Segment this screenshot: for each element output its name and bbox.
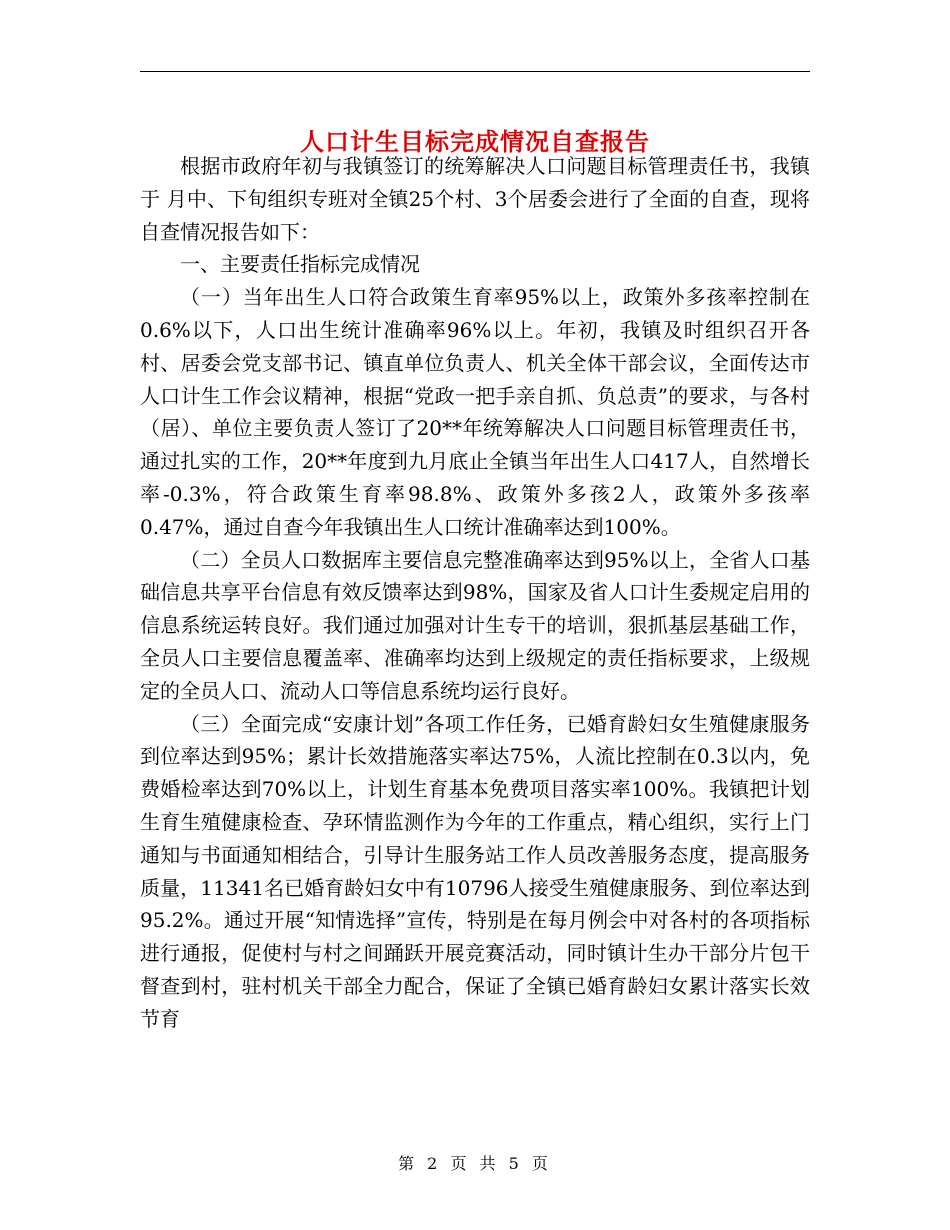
paragraph-intro: 根据市政府年初与我镇签订的统筹解决人口问题目标管理责任书，我镇于 月中、下旬组织专班对全镇25个村、3个居委会进行了全面的自查，现将自查情况报告如下：: [140, 154, 810, 244]
document-body: [140, 150, 810, 1036]
page-number: 第 2 页 共 5 页: [398, 1154, 552, 1173]
document-title: 人口计生目标完成情况自查报告: [300, 127, 650, 157]
paragraph-item-3: （三）全面完成“安康计划”各项工作任务，已婚育龄妇女生殖健康服务到位率达到95%；累计长效措施落实率达75%，人流比控制在0.3以内，免费婚检率达到70%以上，计划生育基本免费项目落实率100%。我镇把计划生育生殖健康检查、孕环情监测作为今年的工作重点，精心组织，实行上门通知与书面通知相结合，引导计生服务站工作人员改善服务态度，提高服务质量，11341名已婚育龄妇女中有10796人接受生殖健康服务、到位率达到95.2%。通过开展“知情选择”宣传，特别是在每月例会中对各村的各项指标进行通报，促使村与村之间踊跃开展竞赛活动，同时镇计生办干部分片包干督查到村，驻村机关干部全力配合，保证了全镇已婚育龄妇女累计落实长效节育: [140, 711, 810, 1031]
section-heading: 一、主要责任指标完成情况: [180, 252, 420, 277]
header-rule: [140, 71, 810, 72]
paragraph-item-1: （一）当年出生人口符合政策生育率95%以上，政策外多孩率控制在0.6%以下，人口出生统计准确率96%以上。年初，我镇及时组织召开各村、居委会党支部书记、镇直单位负责人、机关全体干部会议，全面传达市人口计生工作会议精神，根据“党政一把手亲自抓、负总责”的要求，与各村（居）、单位主要负责人签订了20**年统筹解决人口问题目标管理责任书，通过扎实的工作，20**年度到九月底止全镇当年出生人口417人，自然增长率-0.3%，符合政策生育率98.8%、政策外多孩2人，政策外多孩率0.47%，通过自查今年我镇出生人口统计准确率达到100%。: [140, 285, 810, 539]
paragraph-item-2: （二）全员人口数据库主要信息完整准确率达到95%以上，全省人口基础信息共享平台信息有效反馈率达到98%，国家及省人口计生委规定启用的信息系统运转良好。我们通过加强对计生专干的培训，狠抓基层基础工作，全员人口主要信息覆盖率、准确率均达到上级规定的责任指标要求，上级规定的全员人口、流动人口等信息系统均运行良好。: [140, 547, 810, 703]
